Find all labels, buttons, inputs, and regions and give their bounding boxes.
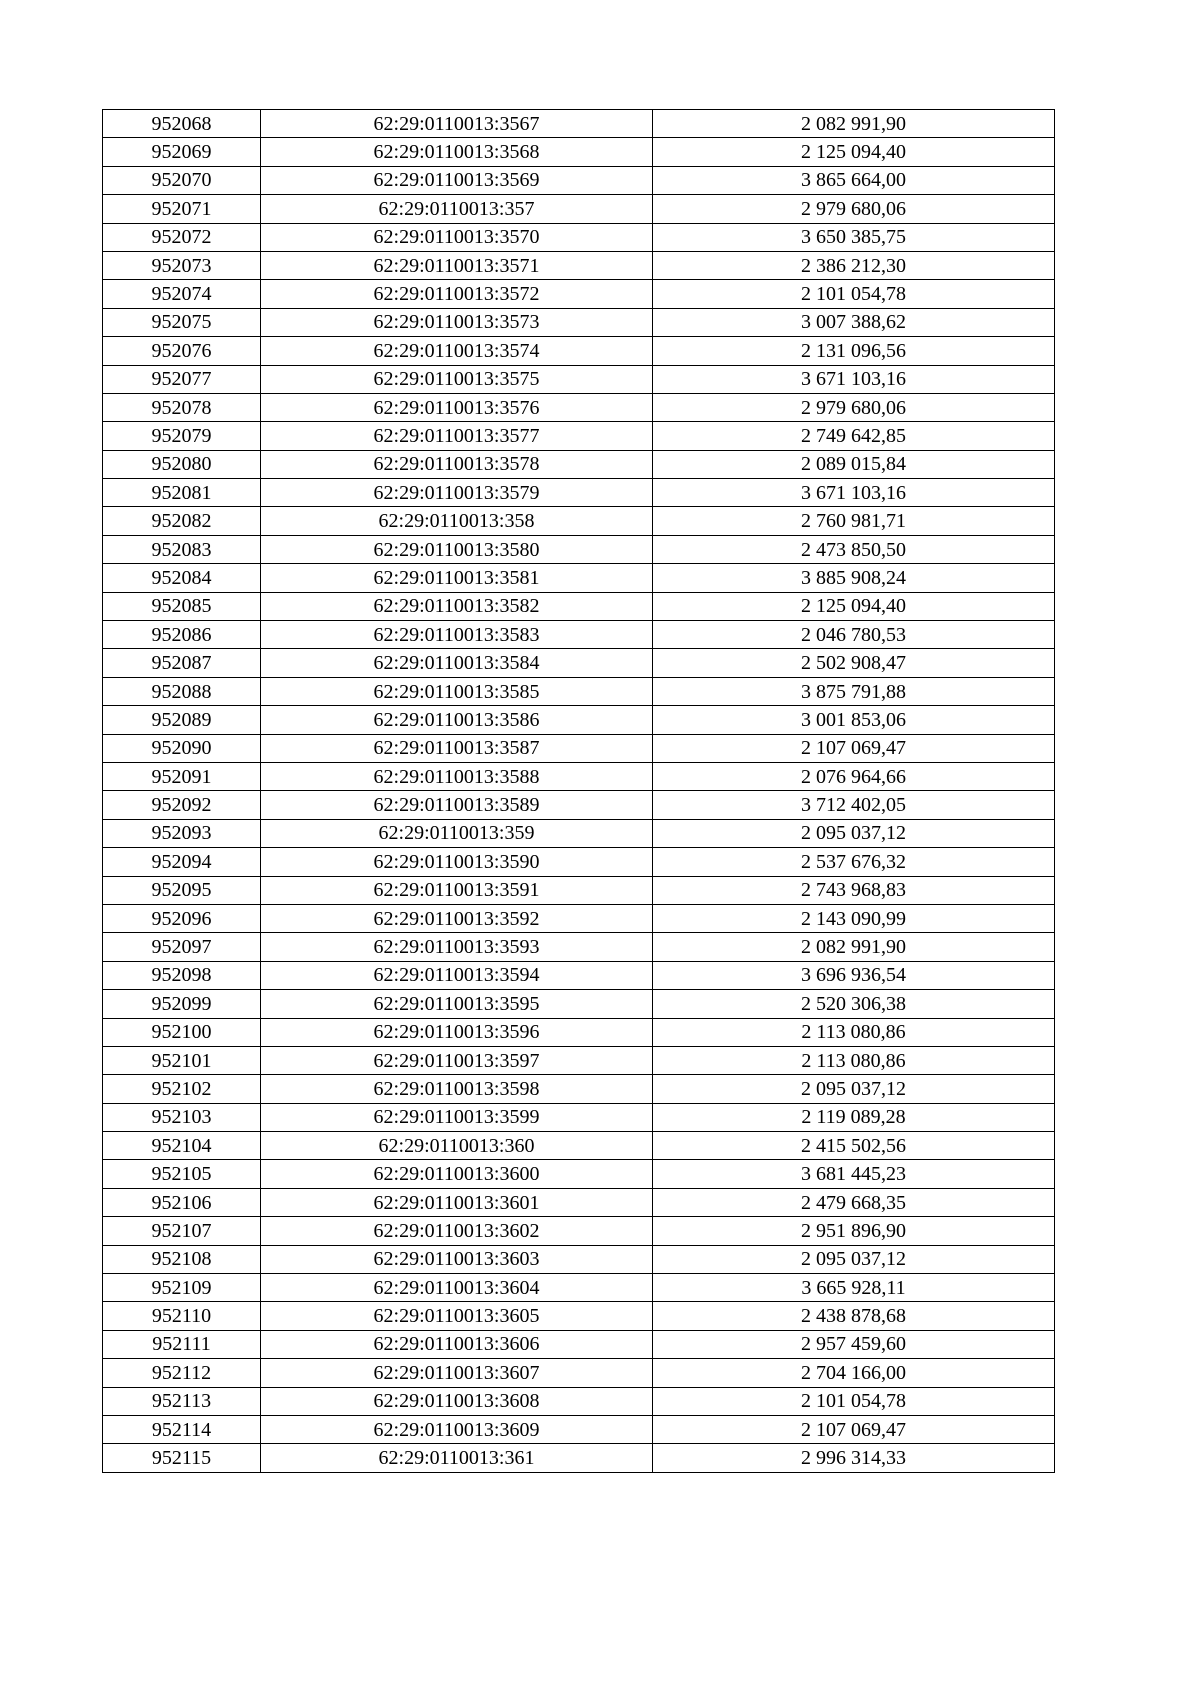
- cadastral-number-cell: 62:29:0110013:3594: [261, 961, 653, 989]
- row-number-cell: 952101: [103, 1046, 261, 1074]
- cadastral-value-cell: 2 089 015,84: [653, 450, 1055, 478]
- cadastral-number-cell: 62:29:0110013:3605: [261, 1302, 653, 1330]
- row-number-cell: 952094: [103, 848, 261, 876]
- cadastral-value-cell: 2 951 896,90: [653, 1217, 1055, 1245]
- table-row: [103, 706, 1055, 734]
- row-number-cell: 952100: [103, 1018, 261, 1046]
- table-row: [103, 393, 1055, 421]
- row-number-cell: 952108: [103, 1245, 261, 1273]
- cadastral-value-cell: 2 143 090,99: [653, 904, 1055, 932]
- row-number-cell: 952112: [103, 1359, 261, 1387]
- cadastral-value-cell: 2 415 502,56: [653, 1132, 1055, 1160]
- table-row: [103, 280, 1055, 308]
- cadastral-number-cell: 62:29:0110013:360: [261, 1132, 653, 1160]
- table-row: [103, 933, 1055, 961]
- table-row: [103, 110, 1055, 138]
- cadastral-number-cell: 62:29:0110013:358: [261, 507, 653, 535]
- table-row: [103, 1387, 1055, 1415]
- cadastral-value-cell: 2 125 094,40: [653, 592, 1055, 620]
- cadastral-number-cell: 62:29:0110013:3600: [261, 1160, 653, 1188]
- cadastral-value-cell: 2 113 080,86: [653, 1018, 1055, 1046]
- row-number-cell: 952114: [103, 1415, 261, 1443]
- table-row: [103, 1359, 1055, 1387]
- row-number-cell: 952079: [103, 422, 261, 450]
- cadastral-number-cell: 62:29:0110013:3571: [261, 251, 653, 279]
- cadastral-value-cell: 2 125 094,40: [653, 138, 1055, 166]
- cadastral-number-cell: 62:29:0110013:3577: [261, 422, 653, 450]
- cadastral-value-cell: 2 979 680,06: [653, 195, 1055, 223]
- table-row: [103, 762, 1055, 790]
- table-row: [103, 1046, 1055, 1074]
- table-row: [103, 564, 1055, 592]
- table-row: [103, 1075, 1055, 1103]
- table-row: [103, 1245, 1055, 1273]
- row-number-cell: 952109: [103, 1274, 261, 1302]
- table-row: [103, 1103, 1055, 1131]
- row-number-cell: 952095: [103, 876, 261, 904]
- table-row: [103, 990, 1055, 1018]
- cadastral-number-cell: 62:29:0110013:3599: [261, 1103, 653, 1131]
- table-row: [103, 848, 1055, 876]
- row-number-cell: 952088: [103, 677, 261, 705]
- cadastral-number-cell: 62:29:0110013:3601: [261, 1188, 653, 1216]
- table-row: [103, 1330, 1055, 1358]
- cadastral-value-cell: 2 438 878,68: [653, 1302, 1055, 1330]
- row-number-cell: 952073: [103, 251, 261, 279]
- row-number-cell: 952080: [103, 450, 261, 478]
- row-number-cell: 952076: [103, 337, 261, 365]
- cadastral-value-cell: 2 131 096,56: [653, 337, 1055, 365]
- row-number-cell: 952110: [103, 1302, 261, 1330]
- cadastral-number-cell: 62:29:0110013:3589: [261, 791, 653, 819]
- cadastral-number-cell: 62:29:0110013:357: [261, 195, 653, 223]
- cadastral-number-cell: 62:29:0110013:359: [261, 819, 653, 847]
- cadastral-value-cell: 2 479 668,35: [653, 1188, 1055, 1216]
- row-number-cell: 952111: [103, 1330, 261, 1358]
- cadastral-value-cell: 2 743 968,83: [653, 876, 1055, 904]
- cadastral-value-cell: 2 473 850,50: [653, 535, 1055, 563]
- cadastral-number-cell: 62:29:0110013:3587: [261, 734, 653, 762]
- row-number-cell: 952092: [103, 791, 261, 819]
- row-number-cell: 952097: [103, 933, 261, 961]
- table-row: [103, 904, 1055, 932]
- cadastral-value-cell: 2 996 314,33: [653, 1444, 1055, 1472]
- row-number-cell: 952105: [103, 1160, 261, 1188]
- cadastral-number-cell: 62:29:0110013:3583: [261, 621, 653, 649]
- table-row: [103, 1415, 1055, 1443]
- cadastral-number-cell: 62:29:0110013:3572: [261, 280, 653, 308]
- row-number-cell: 952085: [103, 592, 261, 620]
- cadastral-value-cell: 2 076 964,66: [653, 762, 1055, 790]
- row-number-cell: 952087: [103, 649, 261, 677]
- table-row: [103, 166, 1055, 194]
- cadastral-number-cell: 62:29:0110013:3592: [261, 904, 653, 932]
- cadastral-number-cell: 62:29:0110013:3604: [261, 1274, 653, 1302]
- row-number-cell: 952072: [103, 223, 261, 251]
- cadastral-number-cell: 62:29:0110013:3586: [261, 706, 653, 734]
- table-row: [103, 251, 1055, 279]
- row-number-cell: 952082: [103, 507, 261, 535]
- row-number-cell: 952102: [103, 1075, 261, 1103]
- row-number-cell: 952106: [103, 1188, 261, 1216]
- cadastral-value-cell: 3 865 664,00: [653, 166, 1055, 194]
- cadastral-number-cell: 62:29:0110013:3575: [261, 365, 653, 393]
- table-row: [103, 621, 1055, 649]
- cadastral-number-cell: 62:29:0110013:3574: [261, 337, 653, 365]
- table-row: [103, 734, 1055, 762]
- cadastral-value-cell: 2 082 991,90: [653, 933, 1055, 961]
- row-number-cell: 952068: [103, 110, 261, 138]
- row-number-cell: 952075: [103, 308, 261, 336]
- table-row: [103, 1217, 1055, 1245]
- table-row: [103, 677, 1055, 705]
- row-number-cell: 952107: [103, 1217, 261, 1245]
- cadastral-value-cell: 2 957 459,60: [653, 1330, 1055, 1358]
- table-body: [103, 110, 1055, 1473]
- cadastral-value-cell: 3 007 388,62: [653, 308, 1055, 336]
- cadastral-value-cell: 2 095 037,12: [653, 1075, 1055, 1103]
- row-number-cell: 952090: [103, 734, 261, 762]
- cadastral-value-cell: 3 696 936,54: [653, 961, 1055, 989]
- cadastral-number-cell: 62:29:0110013:3596: [261, 1018, 653, 1046]
- table-row: [103, 1274, 1055, 1302]
- table-row: [103, 337, 1055, 365]
- cadastral-number-cell: 62:29:0110013:3606: [261, 1330, 653, 1358]
- cadastral-number-cell: 62:29:0110013:3567: [261, 110, 653, 138]
- table-row: [103, 365, 1055, 393]
- cadastral-value-cell: 3 681 445,23: [653, 1160, 1055, 1188]
- cadastral-value-cell: 2 095 037,12: [653, 1245, 1055, 1273]
- row-number-cell: 952074: [103, 280, 261, 308]
- table-row: [103, 649, 1055, 677]
- cadastral-value-cell: 2 082 991,90: [653, 110, 1055, 138]
- row-number-cell: 952084: [103, 564, 261, 592]
- cadastral-value-cell: 3 671 103,16: [653, 365, 1055, 393]
- row-number-cell: 952096: [103, 904, 261, 932]
- cadastral-number-cell: 62:29:0110013:3609: [261, 1415, 653, 1443]
- row-number-cell: 952099: [103, 990, 261, 1018]
- cadastral-value-cell: 2 101 054,78: [653, 1387, 1055, 1415]
- cadastral-value-cell: 2 107 069,47: [653, 734, 1055, 762]
- cadastral-value-cell: 3 875 791,88: [653, 677, 1055, 705]
- cadastral-number-cell: 62:29:0110013:3580: [261, 535, 653, 563]
- cadastral-number-cell: 62:29:0110013:3581: [261, 564, 653, 592]
- cadastral-value-cell: 2 520 306,38: [653, 990, 1055, 1018]
- cadastral-value-table: [102, 109, 1055, 1473]
- table-row: [103, 479, 1055, 507]
- row-number-cell: 952115: [103, 1444, 261, 1472]
- cadastral-number-cell: 62:29:0110013:3603: [261, 1245, 653, 1273]
- row-number-cell: 952091: [103, 762, 261, 790]
- row-number-cell: 952071: [103, 195, 261, 223]
- table-row: [103, 308, 1055, 336]
- cadastral-number-cell: 62:29:0110013:3570: [261, 223, 653, 251]
- cadastral-number-cell: 62:29:0110013:3585: [261, 677, 653, 705]
- table-row: [103, 223, 1055, 251]
- cadastral-value-cell: 2 095 037,12: [653, 819, 1055, 847]
- cadastral-number-cell: 62:29:0110013:3591: [261, 876, 653, 904]
- row-number-cell: 952083: [103, 535, 261, 563]
- table-row: [103, 1444, 1055, 1472]
- cadastral-number-cell: 62:29:0110013:3573: [261, 308, 653, 336]
- table-row: [103, 535, 1055, 563]
- row-number-cell: 952113: [103, 1387, 261, 1415]
- cadastral-value-cell: 2 046 780,53: [653, 621, 1055, 649]
- cadastral-value-cell: 3 712 402,05: [653, 791, 1055, 819]
- row-number-cell: 952081: [103, 479, 261, 507]
- row-number-cell: 952089: [103, 706, 261, 734]
- cadastral-value-cell: 2 113 080,86: [653, 1046, 1055, 1074]
- table-row: [103, 592, 1055, 620]
- cadastral-value-cell: 2 749 642,85: [653, 422, 1055, 450]
- cadastral-value-cell: 3 885 908,24: [653, 564, 1055, 592]
- table-row: [103, 1018, 1055, 1046]
- cadastral-value-cell: 2 537 676,32: [653, 848, 1055, 876]
- cadastral-number-cell: 62:29:0110013:3578: [261, 450, 653, 478]
- cadastral-number-cell: 62:29:0110013:3568: [261, 138, 653, 166]
- cadastral-value-cell: 3 665 928,11: [653, 1274, 1055, 1302]
- cadastral-value-cell: 2 386 212,30: [653, 251, 1055, 279]
- cadastral-number-cell: 62:29:0110013:3576: [261, 393, 653, 421]
- cadastral-number-cell: 62:29:0110013:3590: [261, 848, 653, 876]
- cadastral-value-cell: 3 650 385,75: [653, 223, 1055, 251]
- cadastral-number-cell: 62:29:0110013:3607: [261, 1359, 653, 1387]
- cadastral-value-cell: 2 704 166,00: [653, 1359, 1055, 1387]
- row-number-cell: 952086: [103, 621, 261, 649]
- cadastral-value-cell: 2 760 981,71: [653, 507, 1055, 535]
- row-number-cell: 952069: [103, 138, 261, 166]
- row-number-cell: 952070: [103, 166, 261, 194]
- table-row: [103, 876, 1055, 904]
- cadastral-number-cell: 62:29:0110013:3608: [261, 1387, 653, 1415]
- table-row: [103, 1188, 1055, 1216]
- row-number-cell: 952104: [103, 1132, 261, 1160]
- cadastral-number-cell: 62:29:0110013:3598: [261, 1075, 653, 1103]
- cadastral-value-cell: 3 001 853,06: [653, 706, 1055, 734]
- table-row: [103, 450, 1055, 478]
- cadastral-value-cell: 2 107 069,47: [653, 1415, 1055, 1443]
- cadastral-number-cell: 62:29:0110013:3597: [261, 1046, 653, 1074]
- table-row: [103, 1302, 1055, 1330]
- row-number-cell: 952093: [103, 819, 261, 847]
- table-row: [103, 1160, 1055, 1188]
- cadastral-number-cell: 62:29:0110013:3595: [261, 990, 653, 1018]
- cadastral-number-cell: 62:29:0110013:3569: [261, 166, 653, 194]
- cadastral-value-cell: 2 502 908,47: [653, 649, 1055, 677]
- row-number-cell: 952077: [103, 365, 261, 393]
- cadastral-number-cell: 62:29:0110013:3582: [261, 592, 653, 620]
- table-row: [103, 422, 1055, 450]
- cadastral-number-cell: 62:29:0110013:3588: [261, 762, 653, 790]
- cadastral-number-cell: 62:29:0110013:361: [261, 1444, 653, 1472]
- cadastral-number-cell: 62:29:0110013:3602: [261, 1217, 653, 1245]
- table-row: [103, 791, 1055, 819]
- cadastral-number-cell: 62:29:0110013:3584: [261, 649, 653, 677]
- table-row: [103, 507, 1055, 535]
- table-row: [103, 138, 1055, 166]
- row-number-cell: 952103: [103, 1103, 261, 1131]
- row-number-cell: 952098: [103, 961, 261, 989]
- cadastral-value-cell: 2 101 054,78: [653, 280, 1055, 308]
- cadastral-value-cell: 2 979 680,06: [653, 393, 1055, 421]
- row-number-cell: 952078: [103, 393, 261, 421]
- table-row: [103, 195, 1055, 223]
- table-row: [103, 1132, 1055, 1160]
- cadastral-number-cell: 62:29:0110013:3579: [261, 479, 653, 507]
- cadastral-value-cell: 3 671 103,16: [653, 479, 1055, 507]
- table-row: [103, 819, 1055, 847]
- cadastral-value-cell: 2 119 089,28: [653, 1103, 1055, 1131]
- table-row: [103, 961, 1055, 989]
- cadastral-number-cell: 62:29:0110013:3593: [261, 933, 653, 961]
